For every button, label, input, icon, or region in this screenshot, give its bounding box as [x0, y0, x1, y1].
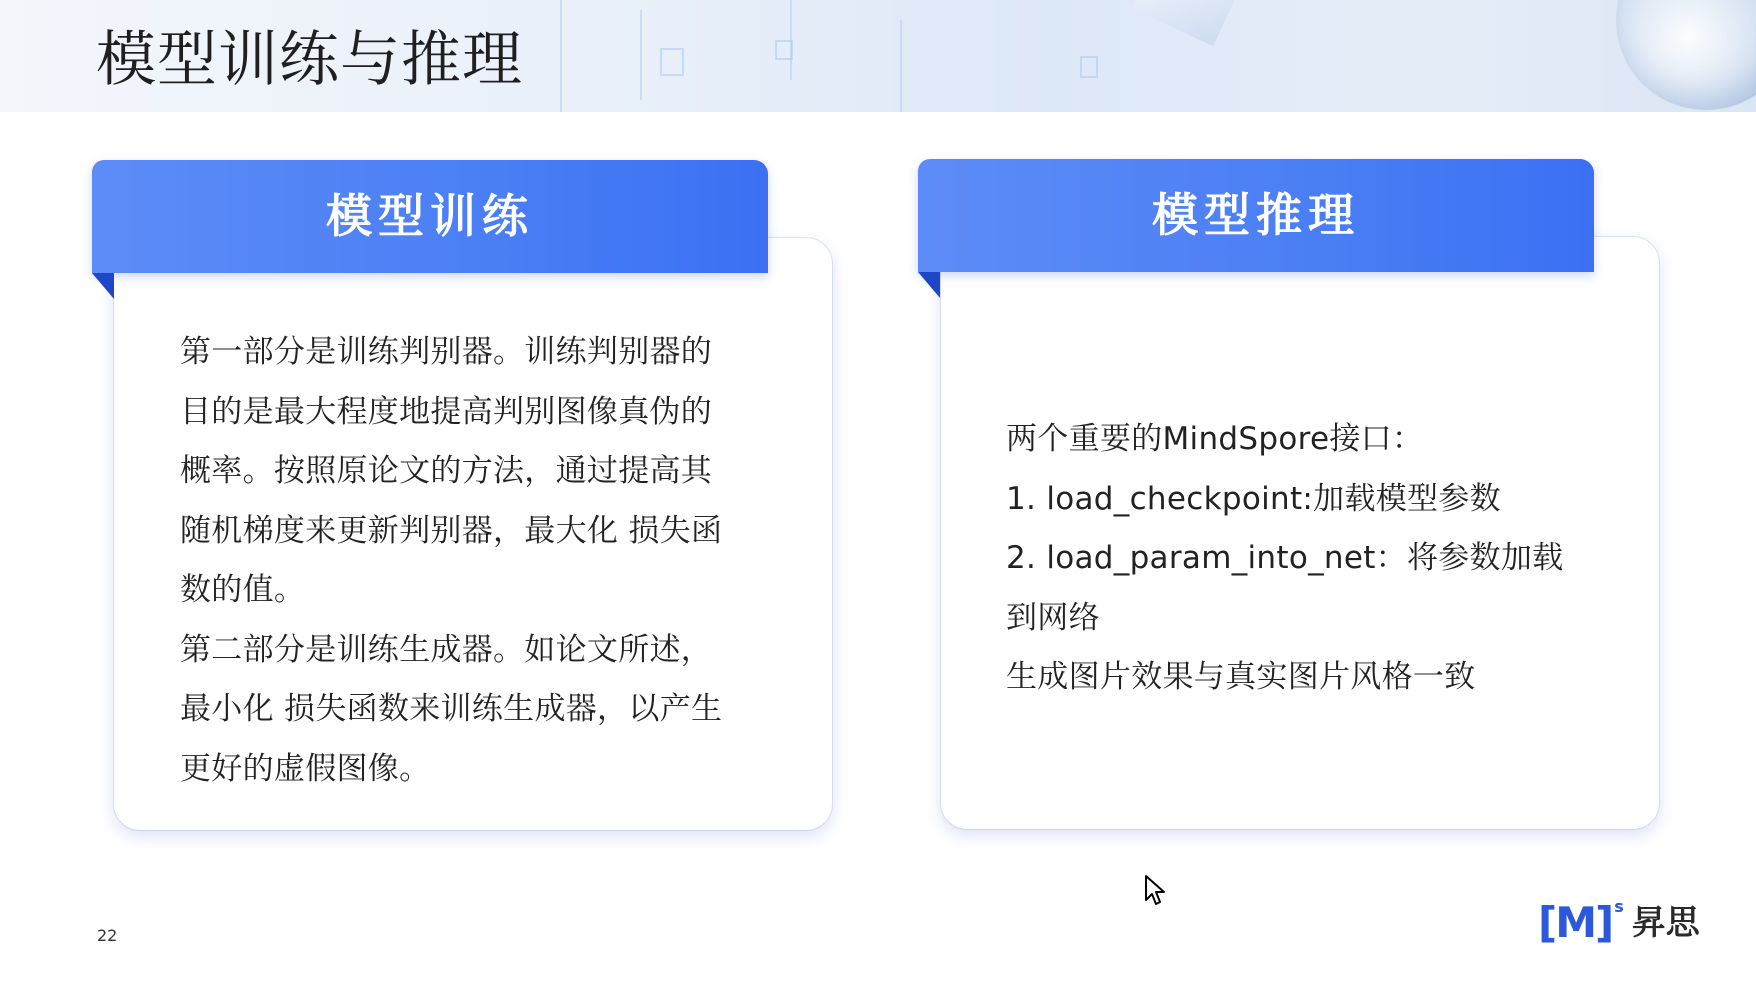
inference-card-header: [918, 159, 1594, 272]
training-card-fold: [92, 273, 114, 299]
inference-text-line: 生成图片效果与真实图片风格一致: [1006, 659, 1476, 695]
inference-text-line: 到网络: [1006, 599, 1100, 636]
training-card-title: 模型训练: [326, 189, 534, 243]
training-card-header: [92, 160, 768, 273]
inference-text-line: 2. load_param_into_net：将参数加载: [1006, 540, 1564, 576]
training-text-line: 更好的虚假图像。: [180, 750, 431, 787]
mindspore-logo: [1538, 898, 1700, 950]
training-text-line: 概率。按照原论文的方法，通过提高其: [180, 453, 713, 489]
training-text-line: 最小化 损失函数来训练生成器，以产生: [180, 691, 723, 727]
logo-mark: [M]: [1538, 898, 1613, 947]
inference-card-fold: [918, 272, 940, 298]
training-card-body: [180, 323, 780, 799]
decor-box: [1080, 56, 1098, 78]
training-text-line: 目的是最大程度地提高判别图像真伪的: [180, 393, 713, 430]
logo-superscript: s: [1614, 897, 1624, 916]
training-text-line: 第一部分是训练判别器。训练判别器的: [180, 334, 713, 370]
inference-text-line: 两个重要的MindSpore接口：: [1006, 421, 1424, 457]
decor-sphere: [1616, 0, 1756, 110]
decor-line: [640, 10, 642, 100]
inference-card-title: 模型推理: [1152, 188, 1360, 242]
training-text-line: 数的值。: [180, 572, 306, 608]
logo-name: 昇思: [1631, 903, 1700, 943]
decor-cube: [1132, 0, 1239, 46]
decor-line: [900, 20, 902, 112]
training-text-line: 随机梯度来更新判别器，最大化 损失函: [180, 512, 723, 549]
inference-card-body: [1006, 410, 1626, 708]
page-title: 模型训练与推理: [96, 25, 523, 95]
decor-line: [560, 0, 562, 112]
decor-box: [660, 48, 684, 76]
decor-box: [775, 40, 793, 60]
mouse-pointer-icon: [1144, 874, 1168, 912]
page-number: 22: [97, 926, 118, 945]
inference-text-line: 1. load_checkpoint:加载模型参数: [1006, 480, 1501, 517]
training-text-line: 第二部分是训练生成器。如论文所述，: [180, 631, 713, 668]
